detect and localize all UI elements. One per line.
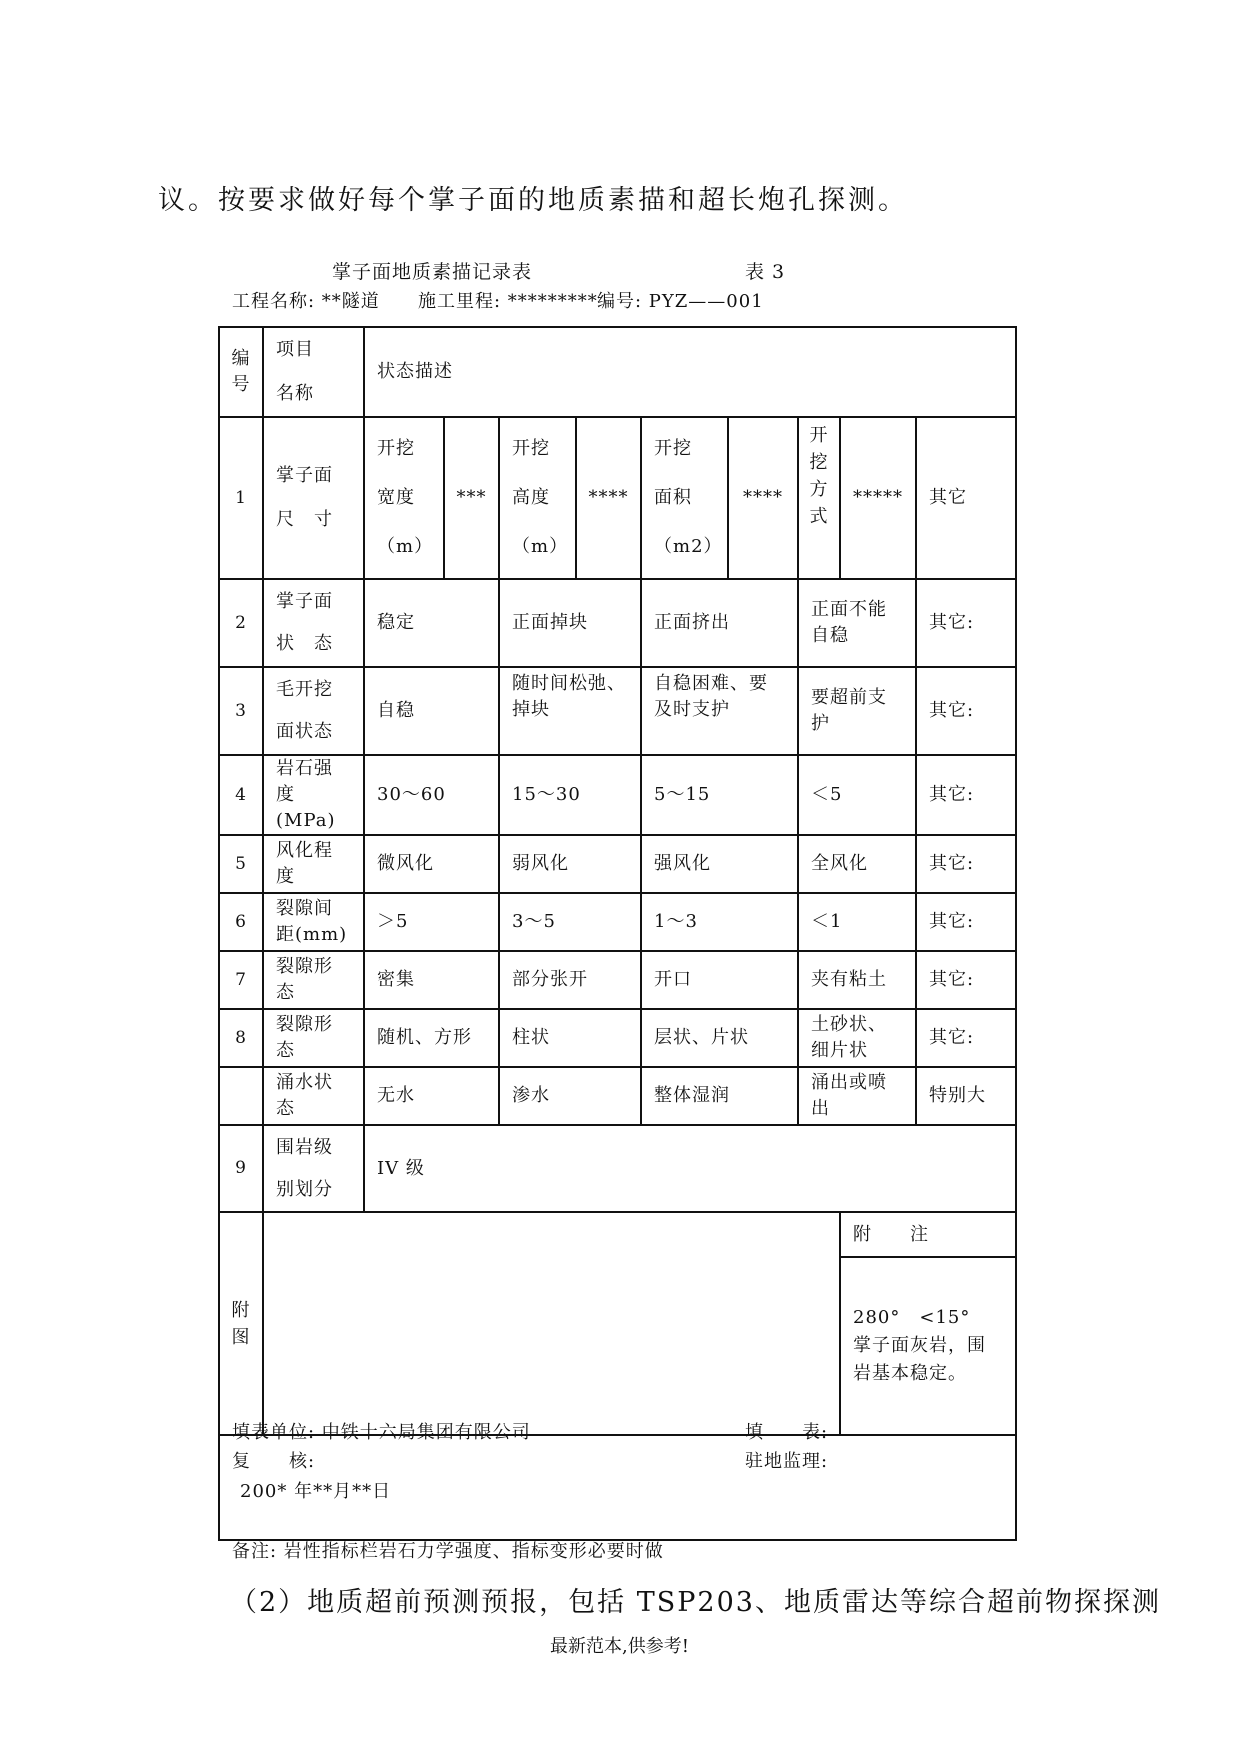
row2-c4: 正面不能自稳 — [798, 579, 916, 667]
row4-item: 岩石强度(MPa) — [263, 755, 364, 835]
row3-c2: 随时间松弛、掉块 — [499, 667, 641, 755]
row1-width-l1: 开挖 — [377, 437, 415, 459]
row2-no: 2 — [219, 579, 263, 667]
row3-item-line1: 毛开挖 — [276, 679, 333, 700]
attach-row-top — [219, 1212, 1016, 1257]
serial-number: 编号: PYZ——001 — [597, 291, 764, 312]
row8-no: 8 — [219, 1009, 263, 1067]
row5-other: 其它: — [916, 835, 1016, 893]
row1-height-value: **** — [576, 417, 641, 579]
attach-note-title: 附 注 — [840, 1212, 1016, 1257]
row8-c1: 随机、方形 — [364, 1009, 499, 1067]
row2-other: 其它: — [916, 579, 1016, 667]
row4-other: 其它: — [916, 755, 1016, 835]
row2-item-line2: 状 态 — [276, 632, 333, 654]
row1-height-label — [499, 417, 576, 579]
row6-c3: 1～3 — [641, 893, 798, 951]
row-3 — [219, 667, 1016, 755]
header-row — [219, 327, 1016, 417]
row1-item — [263, 417, 364, 579]
row1-width-l2: 宽度 — [377, 486, 415, 508]
row3-other: 其它: — [916, 667, 1016, 755]
header-item — [263, 327, 364, 417]
row7-c3: 开口 — [641, 951, 798, 1009]
row-4 — [219, 755, 1016, 835]
row7-no: 7 — [219, 951, 263, 1009]
row1-other: 其它 — [916, 417, 1016, 579]
row8-item: 裂隙形态 — [263, 1009, 364, 1067]
row1-area-value: **** — [728, 417, 798, 579]
row1-height-l1: 开挖 — [512, 437, 550, 459]
row4-c4: ＜5 — [798, 755, 916, 835]
row4-c2: 15～30 — [499, 755, 641, 835]
row3-item-line2: 面状态 — [276, 720, 333, 742]
row9-no: 9 — [219, 1125, 263, 1212]
row5-item: 风化程度 — [263, 835, 364, 893]
project-name: 工程名称: **隧道 — [232, 291, 380, 312]
row4-c3: 5～15 — [641, 755, 798, 835]
row3-c4: 要超前支护 — [798, 667, 916, 755]
row8-other: 其它: — [916, 1009, 1016, 1067]
table-number: 表 3 — [745, 261, 786, 283]
row-water-no — [219, 1067, 263, 1125]
row5-c3: 强风化 — [641, 835, 798, 893]
row2-c1: 稳定 — [364, 579, 499, 667]
row3-c3: 自稳困难、要及时支护 — [641, 667, 798, 755]
row8-c2: 柱状 — [499, 1009, 641, 1067]
row3-item — [263, 667, 364, 755]
geology-sketch-table — [218, 326, 1017, 1541]
row9-item-line1: 围岩级 — [276, 1136, 333, 1158]
row2-c2: 正面掉块 — [499, 579, 641, 667]
row7-other: 其它: — [916, 951, 1016, 1009]
row1-method-label — [798, 417, 840, 579]
sign-date: 200* 年**月**日 — [240, 1481, 392, 1502]
row9-item-line2: 别划分 — [276, 1178, 333, 1200]
row-water-c2: 渗水 — [499, 1067, 641, 1125]
sign-supervisor: 驻地监理: — [745, 1451, 829, 1472]
row2-item — [263, 579, 364, 667]
row5-c4: 全风化 — [798, 835, 916, 893]
row1-area-label — [641, 417, 728, 579]
row6-other: 其它: — [916, 893, 1016, 951]
row3-no: 3 — [219, 667, 263, 755]
sign-unit: 填表单位: 中铁十六局集团有限公司 — [232, 1422, 531, 1443]
row9-value: IV 级 — [364, 1125, 1016, 1212]
row-8 — [219, 1009, 1016, 1067]
row-5 — [219, 835, 1016, 893]
row1-method-text: 开挖方式 — [809, 425, 829, 527]
header-no-text: 编号 — [231, 348, 251, 395]
row2-c3: 正面挤出 — [641, 579, 798, 667]
row-water-other: 特别大 — [916, 1067, 1016, 1125]
footer-text: 最新范本,供参考! — [550, 1636, 689, 1657]
row1-area-l2: 面积 — [654, 486, 692, 508]
attach-label: 附图 — [231, 1299, 251, 1348]
row8-c4: 土砂状、细片状 — [798, 1009, 916, 1067]
construction-mileage: 施工里程: ********* — [418, 291, 598, 312]
row7-item: 裂隙形态 — [263, 951, 364, 1009]
row4-no: 4 — [219, 755, 263, 835]
header-no — [219, 327, 263, 417]
row7-c1: 密集 — [364, 951, 499, 1009]
row-2 — [219, 579, 1016, 667]
row6-item: 裂隙间距(mm) — [263, 893, 364, 951]
row2-item-line1: 掌子面 — [276, 591, 333, 612]
row1-item-line1: 掌子面 — [276, 465, 333, 486]
row8-c3: 层状、片状 — [641, 1009, 798, 1067]
row-water-item: 涌水状态 — [263, 1067, 364, 1125]
header-item-line1: 项目 — [276, 339, 314, 360]
row-7 — [219, 951, 1016, 1009]
row1-height-l3: （m） — [512, 536, 569, 558]
row5-c2: 弱风化 — [499, 835, 641, 893]
sign-review: 复 核: — [232, 1451, 316, 1472]
sign-filler: 填 表: — [745, 1422, 829, 1443]
header-item-line2: 名称 — [276, 382, 314, 404]
row-water-c4: 涌出或喷出 — [798, 1067, 916, 1125]
row-9 — [219, 1125, 1016, 1212]
row7-c2: 部分张开 — [499, 951, 641, 1009]
row1-area-l1: 开挖 — [654, 437, 692, 459]
row7-c4: 夹有粘土 — [798, 951, 916, 1009]
row1-width-label — [364, 417, 444, 579]
table-title: 掌子面地质素描记录表 — [332, 261, 533, 283]
row-water — [219, 1067, 1016, 1125]
row1-method-value: ***** — [840, 417, 916, 579]
row9-item — [263, 1125, 364, 1212]
row1-area-l3: （m2） — [654, 536, 723, 558]
row1-item-line2: 尺 寸 — [276, 508, 333, 530]
row5-c1: 微风化 — [364, 835, 499, 893]
attach-figure-area — [263, 1212, 840, 1435]
row-water-c3: 整体湿润 — [641, 1067, 798, 1125]
row6-no: 6 — [219, 893, 263, 951]
row1-no: 1 — [219, 417, 263, 579]
row1-width-l3: （m） — [377, 536, 434, 558]
attach-note-text: 280° <15° 掌子面灰岩，围岩基本稳定。 — [840, 1257, 1016, 1435]
row3-c1: 自稳 — [364, 667, 499, 755]
row6-c2: 3～5 — [499, 893, 641, 951]
row4-c1: 30～60 — [364, 755, 499, 835]
memo-note: 备注: 岩性指标栏岩石力学强度、指标变形必要时做 — [232, 1541, 664, 1562]
attach-label-cell — [219, 1212, 263, 1435]
row-1 — [219, 417, 1016, 579]
row5-no: 5 — [219, 835, 263, 893]
row1-width-value: *** — [444, 417, 499, 579]
row6-c4: ＜1 — [798, 893, 916, 951]
header-status: 状态描述 — [364, 327, 1016, 417]
row6-c1: ＞5 — [364, 893, 499, 951]
intro-text: 议。按要求做好每个掌子面的地质素描和超长炮孔探测。 — [158, 185, 908, 216]
row1-height-l2: 高度 — [512, 486, 550, 508]
bottom-text: （2）地质超前预测预报，包括 TSP203、地质雷达等综合超前物探探测 — [230, 1587, 1161, 1618]
row-6 — [219, 893, 1016, 951]
row-water-c1: 无水 — [364, 1067, 499, 1125]
